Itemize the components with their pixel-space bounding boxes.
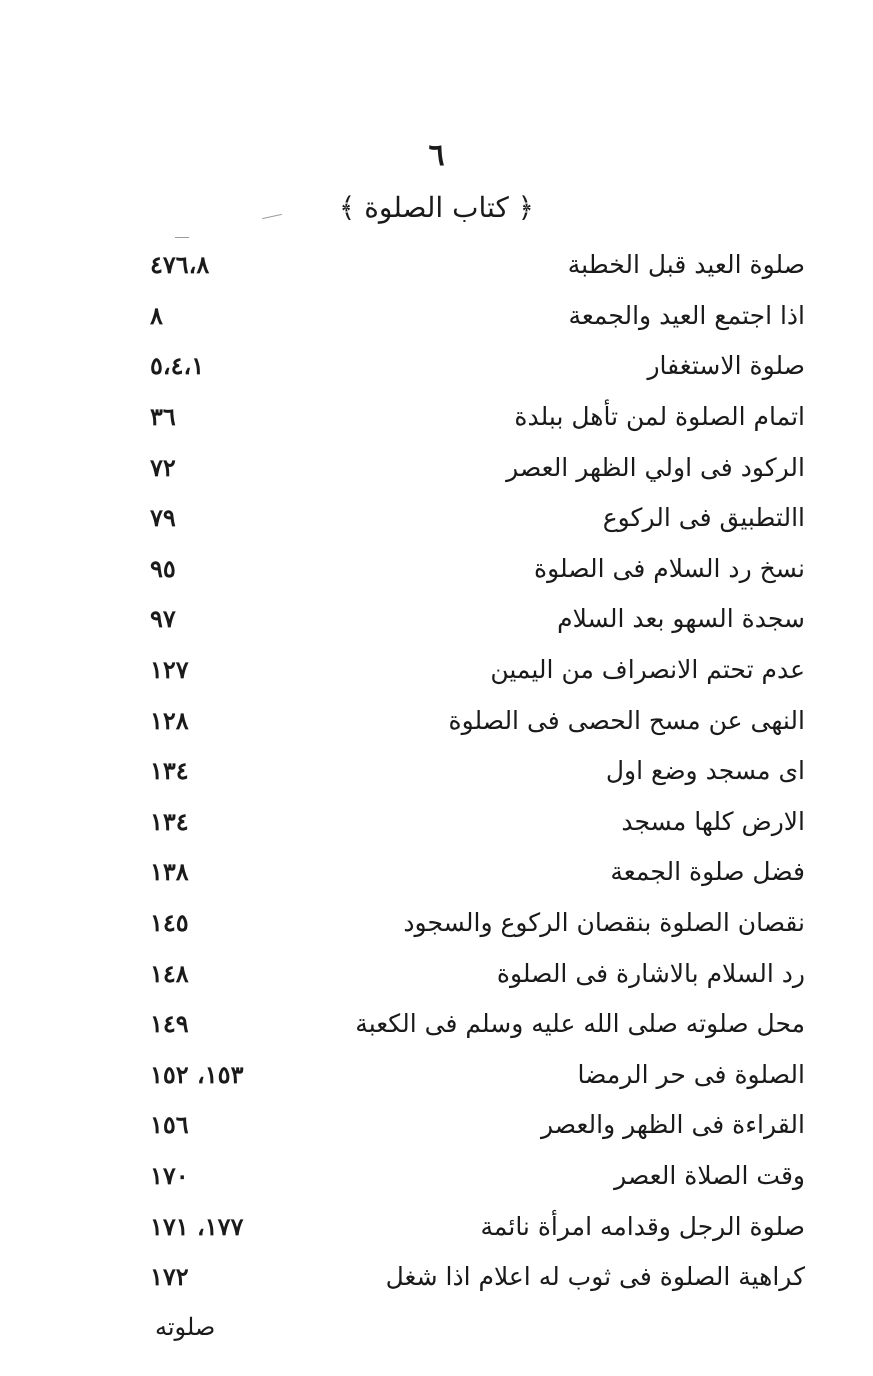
- entry-title: اى مسجد وضع اول: [605, 756, 805, 786]
- entry-page-numbers: ١٢٨: [150, 705, 189, 735]
- entry-page-numbers: ١٥٣، ١٥٢: [150, 1059, 244, 1089]
- entry-title: عدم تحتم الانصراف من اليمين: [490, 655, 805, 685]
- index-entry: [140, 1201, 805, 1252]
- index-entry: [140, 1151, 805, 1202]
- entry-title: اذا اجتمع العيد والجمعة: [568, 300, 805, 330]
- page-number: ٦: [428, 138, 445, 173]
- entry-title: صلوة الرجل وقدامه امرأة نائمة: [480, 1211, 805, 1241]
- entry-page-numbers: ١٤٥: [150, 908, 189, 938]
- entry-title: صلوة الاستغفار: [647, 351, 805, 381]
- entry-title: الارض كلها مسجد: [621, 806, 805, 836]
- index-entries-list: [140, 240, 805, 1302]
- index-entry: [140, 999, 805, 1050]
- stray-mark: [175, 237, 189, 238]
- index-entry: [140, 695, 805, 746]
- entry-page-numbers: ١٧٢: [150, 1262, 189, 1292]
- entry-title: القراءة فى الظهر والعصر: [541, 1110, 805, 1140]
- entry-title: محل صلوته صلى الله عليه وسلم فى الكعبة: [355, 1009, 805, 1039]
- entry-title: كراهية الصلوة فى ثوب له اعلام اذا شغل: [385, 1262, 805, 1292]
- entry-title: الركود فى اولي الظهر العصر: [506, 452, 805, 482]
- index-entry: [140, 341, 805, 392]
- entry-page-numbers: ٧٢: [150, 452, 176, 482]
- entry-page-numbers: ١٤٨: [150, 958, 189, 988]
- index-entry: [140, 898, 805, 949]
- entry-title: نقصان الصلوة بنقصان الركوع والسجود: [403, 908, 805, 938]
- index-entry: [140, 544, 805, 595]
- entry-title: النهى عن مسح الحصى فى الصلوة: [448, 705, 805, 735]
- entry-page-numbers: ١٣٨: [150, 857, 189, 887]
- entry-page-numbers: ٣٦: [150, 402, 176, 432]
- entry-title: سجدة السهو بعد السلام: [557, 604, 805, 634]
- index-entry: [140, 1100, 805, 1151]
- entry-page-numbers: ١٢٧: [150, 655, 189, 685]
- entry-page-numbers: ١٣٤: [150, 756, 189, 786]
- entry-page-numbers: ١٣٤: [150, 806, 189, 836]
- section-title: ﴿ كتاب الصلوة ﴾: [338, 191, 535, 224]
- entry-page-numbers: ٩٥: [150, 553, 176, 583]
- entry-title: رد السلام بالاشارة فى الصلوة: [496, 958, 805, 988]
- index-entry: [140, 291, 805, 342]
- entry-title: االتطبيق فى الركوع: [602, 503, 805, 533]
- entry-title: صلوة العيد قبل الخطبة: [567, 250, 805, 280]
- catchword: صلوته: [155, 1313, 216, 1341]
- entry-title: وقت الصلاة العصر: [614, 1160, 805, 1190]
- index-entry: [140, 948, 805, 999]
- index-entry: [140, 240, 805, 291]
- entry-title: نسخ رد السلام فى الصلوة: [534, 553, 805, 583]
- entry-page-numbers: ١٥٦: [150, 1110, 189, 1140]
- entry-page-numbers: ١٤٩: [150, 1009, 189, 1039]
- entry-title: فضل صلوة الجمعة: [610, 857, 805, 887]
- index-entry: [140, 847, 805, 898]
- entry-page-numbers: ٥،٤،١: [150, 351, 205, 381]
- entry-page-numbers: ٨: [150, 300, 163, 330]
- index-entry: [140, 797, 805, 848]
- index-entry: [140, 392, 805, 443]
- entry-page-numbers: ٩٧: [150, 604, 176, 634]
- index-entry: [140, 594, 805, 645]
- index-entry: [140, 442, 805, 493]
- entry-page-numbers: ١٧٧، ١٧١: [150, 1211, 244, 1241]
- index-entry: [140, 493, 805, 544]
- entry-page-numbers: ٤٧٦،٨: [150, 250, 210, 280]
- entry-page-numbers: ٧٩: [150, 503, 176, 533]
- entry-page-numbers: ١٧٠: [150, 1160, 189, 1190]
- entry-title: اتمام الصلوة لمن تأهل ببلدة: [514, 402, 805, 432]
- index-entry: [140, 645, 805, 696]
- index-entry: [140, 1050, 805, 1101]
- entry-title: الصلوة فى حر الرمضا: [577, 1059, 805, 1089]
- index-entry: [140, 1252, 805, 1303]
- index-entry: [140, 746, 805, 797]
